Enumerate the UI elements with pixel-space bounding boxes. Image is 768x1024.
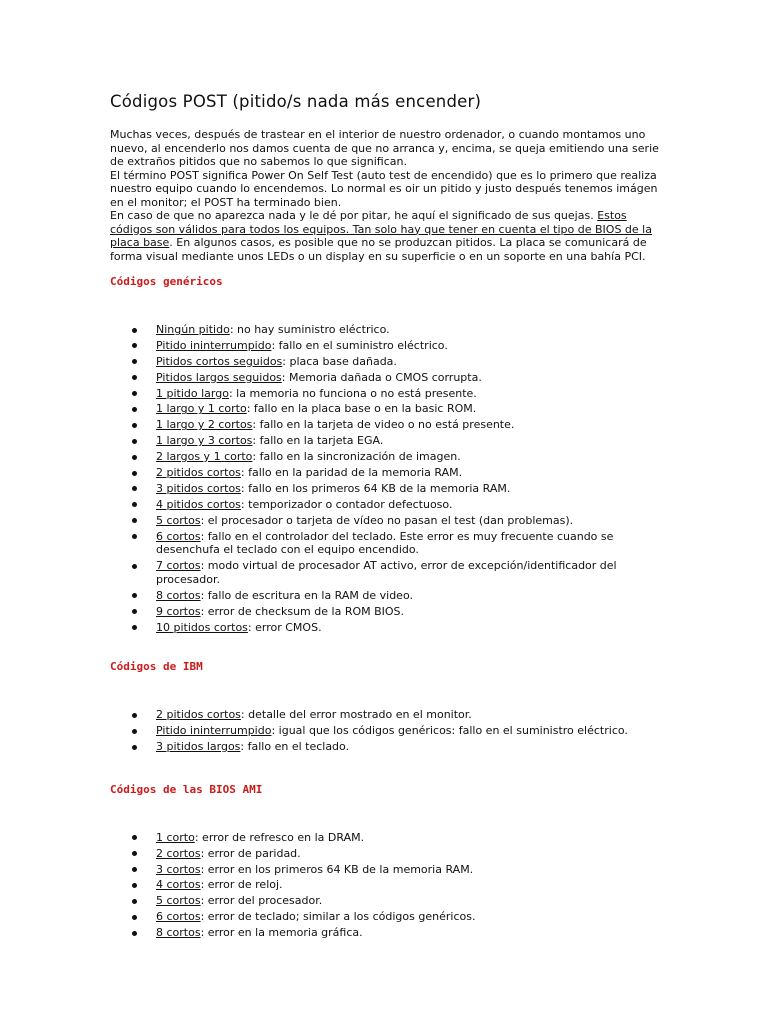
bullet-icon xyxy=(132,359,137,364)
bullet-icon xyxy=(132,518,137,523)
bullet-icon xyxy=(132,851,137,856)
list-item xyxy=(110,724,670,738)
beep-code-term: 3 pitidos cortos xyxy=(156,481,241,495)
beep-code-description: : fallo en los primeros 64 KB de la memoria RAM. xyxy=(240,481,511,495)
list-item xyxy=(110,387,670,401)
beep-code-description: : error de checksum de la ROM BIOS. xyxy=(200,604,405,618)
beep-code-description: : fallo de escritura en la RAM de video. xyxy=(200,588,413,602)
list-item xyxy=(110,466,670,480)
beep-code-term: 6 cortos xyxy=(156,529,201,543)
bullet-icon xyxy=(132,593,137,598)
page-title: Códigos POST (pitido/s nada más encender) xyxy=(110,92,482,111)
list-item xyxy=(110,482,670,496)
list-item xyxy=(110,740,670,754)
list-item xyxy=(110,708,670,722)
intro-paragraph-1: Muchas veces, después de trastear en el interior de nuestro ordenador, o cuando montamos uno nuevo, al encenderlo nos damos cuenta de que no arranca y, encima, se queja emitiendo una serie de extraños pitidos que no sabemos lo que significan. xyxy=(110,128,659,168)
beep-code-description: : modo virtual de procesador AT activo, error de excepción/identificador del procesador. xyxy=(156,559,617,586)
beep-code-description: : fallo en la tarjeta EGA. xyxy=(252,434,384,448)
bullet-icon xyxy=(132,375,137,380)
beep-code-description: : igual que los códigos genéricos: fallo en el suministro eléctrico. xyxy=(271,724,628,738)
beep-code-description: : la memoria no funciona o no está presente. xyxy=(228,386,477,400)
beep-code-term: 5 cortos xyxy=(156,894,201,908)
beep-code-term: 7 cortos xyxy=(156,559,201,573)
list-item xyxy=(110,498,670,512)
intro-text xyxy=(110,128,670,263)
bullet-icon xyxy=(132,439,137,444)
beep-code-description: : error en la memoria gráfica. xyxy=(200,926,363,940)
beep-code-description: : detalle del error mostrado en el monitor. xyxy=(240,708,472,722)
beep-code-description: : error de refresco en la DRAM. xyxy=(194,830,365,844)
beep-code-term: Pitido ininterrumpido xyxy=(156,724,272,738)
list-item xyxy=(110,530,670,557)
heading-ibm-codes: Códigos de IBM xyxy=(110,660,203,674)
list-item xyxy=(110,863,670,877)
bullet-icon xyxy=(132,471,137,476)
list-item xyxy=(110,559,670,586)
bullet-icon xyxy=(132,343,137,348)
beep-code-description: : Memoria dañada o CMOS corrupta. xyxy=(281,370,482,384)
beep-code-term: 2 pitidos cortos xyxy=(156,466,241,480)
bullet-icon xyxy=(132,915,137,920)
intro-paragraph-3-end: . En algunos casos, es posible que no se produzcan pitidos. La placa se comunicará de forma visual mediante unos LEDs o un display en su superficie o en un soporte en una bahía PCI. xyxy=(110,236,647,263)
beep-code-term: 8 cortos xyxy=(156,588,201,602)
beep-code-description: : fallo en el controlador del teclado. Este error es muy frecuente cuando se desenchufa el teclado con el equipo encendido. xyxy=(156,529,614,557)
list-item xyxy=(110,621,670,635)
list-item xyxy=(110,894,670,908)
beep-code-description: : error de teclado; similar a los códigos genéricos. xyxy=(200,910,476,924)
document-page xyxy=(110,92,670,942)
ibm-codes-list xyxy=(110,708,670,753)
beep-code-term: 10 pitidos cortos xyxy=(156,620,248,634)
beep-code-term: 2 largos y 1 corto xyxy=(156,450,253,464)
bullet-icon xyxy=(132,534,137,539)
list-item xyxy=(110,339,670,353)
bullet-icon xyxy=(132,625,137,630)
beep-code-term: Pitidos cortos seguidos xyxy=(156,354,283,368)
bullet-icon xyxy=(132,391,137,396)
beep-code-term: 1 corto xyxy=(156,830,195,844)
list-item xyxy=(110,450,670,464)
bullet-icon xyxy=(132,883,137,888)
list-item xyxy=(110,589,670,603)
list-item xyxy=(110,418,670,432)
intro-underlined-note: Estos códigos son válidos para todos los equipos. Tan solo hay que tener en cuenta el tipo de BIOS de la placa base xyxy=(110,209,652,249)
beep-code-description: : error de paridad. xyxy=(200,846,301,860)
beep-code-description: : error CMOS. xyxy=(247,620,322,634)
beep-code-term: Pitidos largos seguidos xyxy=(156,370,282,384)
generic-codes-list xyxy=(110,323,670,634)
beep-code-description: : no hay suministro eléctrico. xyxy=(229,323,390,336)
beep-code-term: 1 largo y 1 corto xyxy=(156,402,247,416)
list-item xyxy=(110,910,670,924)
beep-code-description: : fallo en el suministro eléctrico. xyxy=(271,338,448,352)
list-item xyxy=(110,371,670,385)
intro-paragraph-3-text: En caso de que no aparezca nada y le dé por pitar, he aquí el significado de sus quejas. xyxy=(110,209,598,222)
bullet-icon xyxy=(132,609,137,614)
heading-ami-codes: Códigos de las BIOS AMI xyxy=(110,782,263,796)
list-item xyxy=(110,514,670,528)
bullet-icon xyxy=(132,455,137,460)
beep-code-term: 6 cortos xyxy=(156,910,201,924)
beep-code-description: : temporizador o contador defectuoso. xyxy=(240,497,453,511)
beep-code-term: 3 cortos xyxy=(156,862,201,876)
beep-code-description: : fallo en el teclado. xyxy=(240,740,350,754)
beep-code-term: 4 cortos xyxy=(156,878,201,892)
beep-code-term: 2 pitidos cortos xyxy=(156,708,241,722)
beep-code-term: 5 cortos xyxy=(156,513,201,527)
bullet-icon xyxy=(132,899,137,904)
beep-code-term: 1 largo y 2 cortos xyxy=(156,418,253,432)
beep-code-description: : fallo en la tarjeta de video o no está presente. xyxy=(252,418,515,432)
beep-code-term: 8 cortos xyxy=(156,926,201,940)
bullet-icon xyxy=(132,931,137,936)
list-item xyxy=(110,878,670,892)
beep-code-description: : error de reloj. xyxy=(200,878,283,892)
bullet-icon xyxy=(132,423,137,428)
list-item xyxy=(110,323,670,337)
list-item xyxy=(110,847,670,861)
beep-code-term: Pitido ininterrumpido xyxy=(156,338,272,352)
beep-code-term: 4 pitidos cortos xyxy=(156,497,241,511)
beep-code-description: : fallo en la paridad de la memoria RAM. xyxy=(240,466,463,480)
beep-code-description: : el procesador o tarjeta de vídeo no pasan el test (dan problemas). xyxy=(200,513,574,527)
list-item xyxy=(110,926,670,940)
beep-code-description: : error del procesador. xyxy=(200,894,323,908)
intro-paragraph-3 xyxy=(110,209,670,263)
beep-code-description: : placa base dañada. xyxy=(282,354,397,368)
list-item xyxy=(110,402,670,416)
bullet-icon xyxy=(132,867,137,872)
beep-code-term: 1 pitido largo xyxy=(156,386,229,400)
beep-code-description: : fallo en la placa base o en la basic ROM. xyxy=(246,402,477,416)
bullet-icon xyxy=(132,407,137,412)
bullet-icon xyxy=(132,729,137,734)
list-item xyxy=(110,355,670,369)
bullet-icon xyxy=(132,564,137,569)
beep-code-term: 1 largo y 3 cortos xyxy=(156,434,253,448)
intro-paragraph-2: El término POST significa Power On Self Test (auto test de encendido) que es lo primero que realiza nuestro equipo cuando lo encendemos. Lo normal es oir un pitido y justo después tenemos imágen en el monitor; el POST ha terminado bien. xyxy=(110,168,658,209)
list-item xyxy=(110,434,670,448)
bullet-icon xyxy=(132,486,137,491)
bullet-icon xyxy=(132,835,137,840)
ami-codes-list xyxy=(110,831,670,940)
beep-code-term: 3 pitidos largos xyxy=(156,740,241,754)
bullet-icon xyxy=(132,713,137,718)
beep-code-description: : fallo en la sincronización de imagen. xyxy=(252,450,461,464)
beep-code-term: 2 cortos xyxy=(156,846,201,860)
bullet-icon xyxy=(132,745,137,750)
bullet-icon xyxy=(132,328,137,333)
beep-code-description: : error en los primeros 64 KB de la memoria RAM. xyxy=(200,862,474,876)
beep-code-term: 9 cortos xyxy=(156,604,201,618)
list-item xyxy=(110,605,670,619)
heading-generic-codes: Códigos genéricos xyxy=(110,275,223,288)
beep-code-term: Ningún pitido xyxy=(156,323,230,336)
list-item xyxy=(110,831,670,845)
bullet-icon xyxy=(132,502,137,507)
